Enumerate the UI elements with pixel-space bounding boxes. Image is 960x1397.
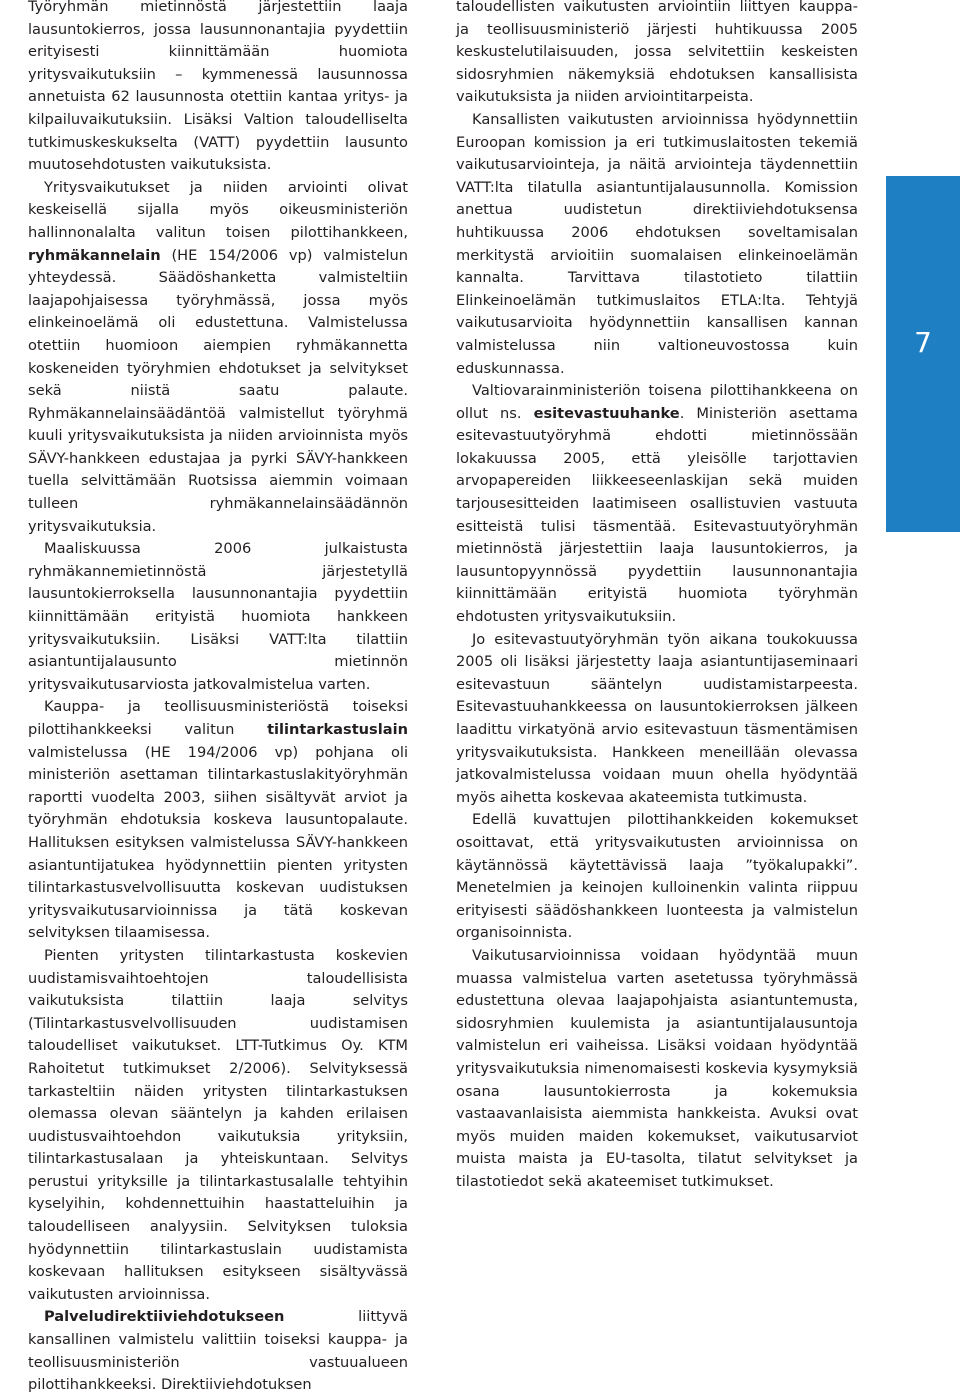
page-number-tab [886,176,960,532]
paragraph-text: Työryhmän mietinnöstä järjestettiin laaja lausuntokierros, jossa lausunnonantajia pyydettiin erityisesti kiinnittämään huomiota yritysvaikutuksiin – kymmenessä lausunnossa annetuista 62 lausunnosta otettiin kantaa yritys- ja kilpailuvaikutuksiin. Lisäksi Valtion taloudelliselta tutkimuskeskukselta (VATT) pyydettiin lausunto muutosehdotusten vaikutuksista. [28,0,408,174]
paragraph [456,109,858,380]
right-text-column [456,0,858,1193]
paragraph-text: . Ministeriön asettama esitevastuutyöryhmä ehdotti mietinnössään lokakuussa 2005, että yleisölle tarjottavien arvopapereiden liikkeeseenlaskijan sekä muiden tarjousesitteiden laatimiseen osallistuvien vastuuta esitteistä tulisi täsmentää. Esitevastuutyöryhmän mietinnöstä järjestettiin laaja lausuntokierros, ja lausuntopyynnössä pyydettiin lausunnonantajia kiinnittämään erityistä huomiota työryhmän ehdotusten yritysvaikutuksiin. [456,404,858,626]
paragraph [456,945,858,1194]
paragraph-text: Pienten yritysten tilintarkastusta koskevien uudistamisvaihtoehtojen taloudellisista vaikutuksista tilattiin laaja selvitys (Tilintarkastusvelvollisuuden uudistamisen taloudelliset vaikutukset. LTT-Tutkimus Oy. KTM Rahoitetut tutkimukset 2/2006). Selvityksessä tarkasteltiin näiden yritysten tilintarkastuksen olemassa olevan sääntelyn ja kahden erilaisen uudistusvaihtoehdon vaikutuksia yrityksiin, tilintarkastusalaan ja yhteiskuntaan. Selvitys perustui yrityksille ja tilintarkastusalalle tehtyihin kyselyihin, kohdennettuihin haastatteluihin ja taloudelliseen analyysiin. Selvityksen tuloksia hyödynnettiin tilintarkastuslain uudistamista koskevaan hallituksen esitykseen sisältyvässä vaikutusten arvioinnissa. [28,946,408,1303]
paragraph-text: Kauppa- ja teollisuusministeriöstä toiseksi pilottihankkeeksi valitun [28,698,408,738]
bold-term: tilintarkastuslain [267,721,408,738]
paragraph [28,945,408,1307]
paragraph [28,538,408,696]
paragraph-text: Maaliskuussa 2006 julkaistusta ryhmäkannemietinnöstä järjestetyllä lausuntokierroksella lausunnonantajia pyydettiin kiinnittämään erityistä huomiota hankkeen yritysvaikutuksiin. Lisäksi VATT:lta tilattiin asiantuntijalausunto mietinnön yritysvaikutusarviosta jatkovalmistelua varten. [28,540,408,693]
paragraph-text: valmistelussa (HE 194/2006 vp) pohjana oli ministeriön asettaman tilintarkastuslakityöryhmän raportti vuodelta 2003, siihen sisältyvät arviot ja työryhmän ehdotuksia koskeva lausuntopalaute. Hallituksen esityksen valmistelussa SÄVY-hankkeen asiantuntijatukea hyödynnettiin pienten yritysten tilintarkastusvelvollisuutta koskevan uudistuksen yritysvaikutusarvioinnissa ja tätä koskevan selvityksen tilaamisessa. [28,743,408,942]
paragraph [28,1306,408,1396]
paragraph-text: Jo esitevastuutyöryhmän työn aikana toukokuussa 2005 oli lisäksi järjestetty laaja asiantuntijaseminaari esitevastuun sääntelyn uudistamistarpeesta. Esitevastuuhankkeessa on lausuntokierroksen jälkeen laadittu virkatyönä arvio esitevastuun täsmentämisen yritysvaikutuksista. Hankkeen meneillään olevassa jatkovalmistelussa voidaan muun ohella hyödyntää myös aihetta koskevaa akateemista tutkimusta. [456,630,858,806]
bold-term: Palveludirektiiviehdotukseen [44,1308,285,1326]
paragraph-text: Valtiovarainministeriön toisena pilottihankkeena on ollut ns. [456,382,858,422]
paragraph-text: taloudellisten vaikutusten arviointiin liittyen kauppa- ja teollisuusministeriö järjesti huhtikuussa 2005 keskustelutilaisuuden, jossa selvitettiin keskeisten sidosryhmien näkemyksiä ehdotuksen kansallisista vaikutuksista ja niiden arviointitarpeista. [456,0,858,106]
paragraph-text: liittyvä kansallinen valmistelu valittiin toiseksi kauppa- ja teollisuusministeriön vastuualueen pilottihankkeeksi. Direktiiviehdotuksen [28,1308,408,1394]
page-number: 7 [914,326,932,359]
bold-term: esitevastuuhanke [533,404,680,422]
paragraph [456,0,858,109]
paragraph [28,0,408,177]
paragraph [28,696,408,945]
paragraph [456,629,858,810]
paragraph [456,809,858,945]
paragraph-text: Vaikutusarvioinnissa voidaan hyödyntää muun muassa valmistelua varten asetetussa työryhmässä edustettuna olevaa laajapohjaista asiantuntemusta, sidosryhmien kuulemista ja asiantuntijalausuntoja valmistelun eri vaiheissa. Lisäksi voidaan hyödyntää yritysvaikutuksia nimenomaisesti koskevia kysymyksiä osana lausuntokierrosta ja kokemuksia vastaavanlaisista aiemmista hankkeista. Avuksi ovat myös muiden maiden kokemukset, vaikutusarviot muista maista ja EU-tasolta, tilatut selvitykset ja tilastotiedot sekä akateemiset tutkimukset. [456,946,858,1190]
paragraph [28,177,408,539]
paragraph-text: Kansallisten vaikutusten arvioinnissa hyödynnettiin Euroopan komission ja eri tutkimuslaitosten tekemiä vaikutusarviointeja, ja näitä arviointeja täydennettiin VATT:lta tilatulla asiantuntijalausunnolla. Komission anettua uudistetun direktiiviehdotuksensa huhtikuussa 2006 ehdotuksen soveltamisalan merkitystä arvioitiin suomalaisen elinkeinoelämän kannalta. Tarvittava tilastotieto tilattiin Elinkeinoelämän tutkimuslaitos ETLA:lta. Tehtyjä vaikutusarvioita hyödynnettiin kansallisen kannan valmistelussa niin valtioneuvostossa kuin eduskunnassa. [456,110,858,377]
paragraph-text: (HE 154/2006 vp) valmistelun yhteydessä. Säädöshanketta valmisteltiin laajapohjaisessa työryhmässä, jossa myös elinkeinoelämä oli edustettuna. Valmistelussa otettiin huomioon aiempien ryhmäkannetta koskeneiden työryhmien ehdotukset ja selvitykset sekä niistä saatu palaute. Ryhmäkannelainsäädäntöä valmistellut työryhmä kuuli yritysvaikutuksista ja niiden arvioinnista myös SÄVY-hankkeen edustajaa ja pyrki SÄVY-hankkeen tuella selvittämään Ruotsissa aiemmin voimaan tulleen ryhmäkannelainsäädännön yritysvaikutuksia. [28,246,408,535]
paragraph-text: Yritysvaikutukset ja niiden arviointi olivat keskeisellä sijalla myös oikeusministeriön hallinnonalalta valitun toisen pilottihankkeen, [28,178,408,241]
paragraph-text: Edellä kuvattujen pilottihankkeiden kokemukset osoittavat, että yritysvaikutusten arvioinnissa on käytännössä käytettävissä laaja ”työkalupakki”. Menetelmien ja keinojen kulloinenkin valinta riippuu erityisesti säädöshankkeen luonteesta ja valmistelun organisoinnista. [456,811,858,942]
paragraph [456,380,858,629]
left-text-column [28,0,408,1397]
bold-term: ryhmäkannelain [28,246,161,264]
